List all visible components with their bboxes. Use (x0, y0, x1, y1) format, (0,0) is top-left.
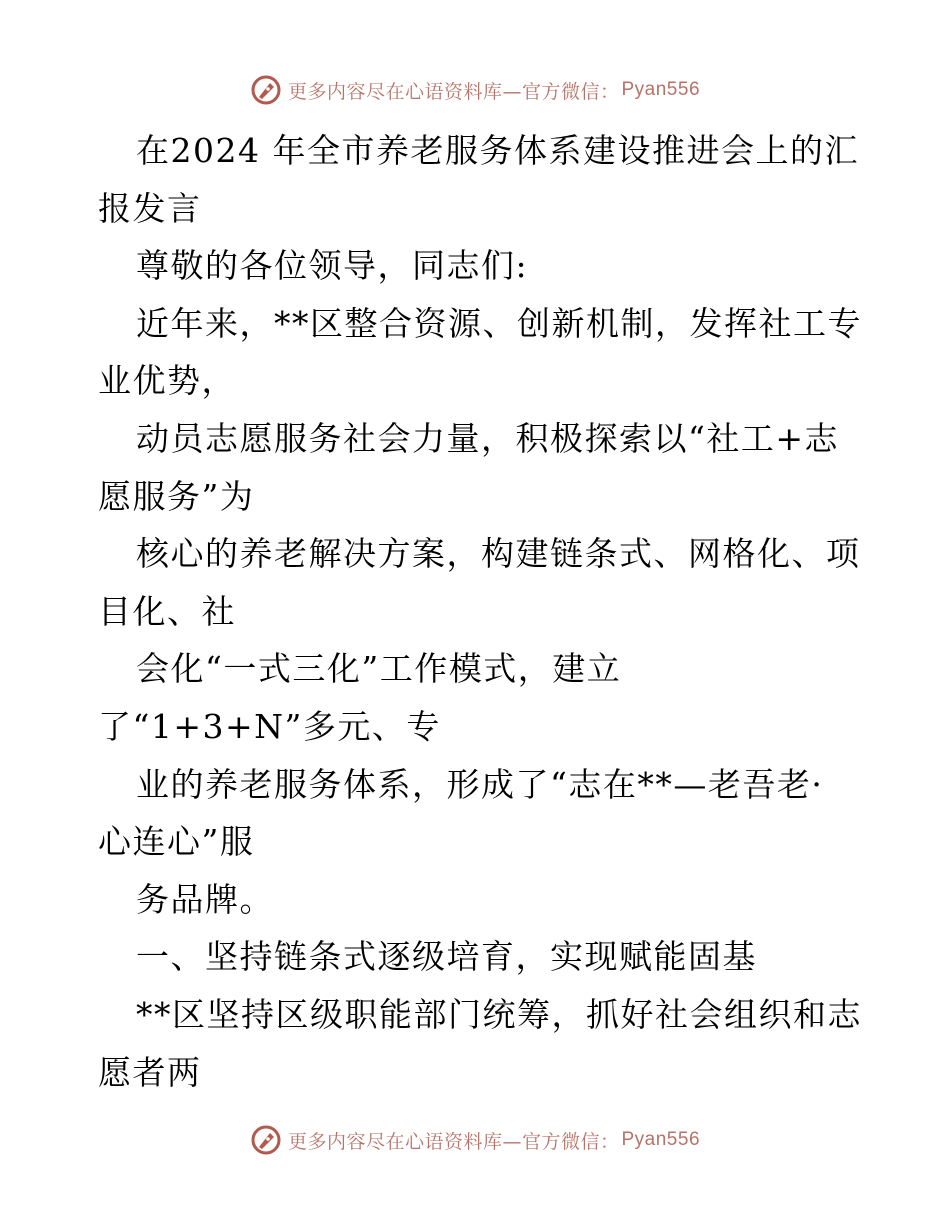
doc-section-heading: 一、坚持链条式逐级培育，实现赋能固基 (136, 937, 757, 977)
doc-paragraph-line: 愿者两 (98, 1052, 202, 1092)
doc-salutation: 尊敬的各位领导，同志们: (136, 246, 529, 286)
doc-paragraph-line: 心连心”服 (98, 822, 255, 862)
watermark-wechat-id: Pyan556 (621, 1129, 701, 1150)
doc-paragraph-line: 了“1+3+N”多元、专 (98, 706, 441, 746)
doc-paragraph-line: 目化、社 (98, 591, 236, 631)
doc-paragraph-line: 业优势， (98, 361, 236, 401)
doc-title-line-1: 在2024 年全市养老服务体系建设推进会上的汇 (136, 131, 859, 170)
doc-paragraph-line: 愿服务”为 (98, 476, 255, 516)
doc-title-line-2: 报发言 (98, 188, 202, 228)
doc-paragraph-line: **区坚持区级职能部门统筹，抓好社会组织和志 (136, 994, 862, 1034)
header-watermark (0, 70, 950, 110)
doc-paragraph-line: 近年来，**区整合资源、创新机制，发挥社工专 (136, 303, 862, 343)
watermark-text: 更多内容尽在心语资料库—官方微信： (287, 1130, 620, 1153)
footer-watermark (0, 1120, 950, 1160)
watermark-text: 更多内容尽在心语资料库—官方微信： (287, 80, 620, 103)
doc-paragraph-line: 务品牌。 (136, 879, 274, 919)
doc-paragraph-line: 业的养老服务体系，形成了“志在**—老吾老· (136, 764, 824, 804)
pen-nib-circle-logo-icon (250, 1124, 282, 1156)
doc-paragraph-line: 动员志愿服务社会力量，积极探索以“社工+志 (136, 418, 840, 458)
doc-paragraph-line: 核心的养老解决方案，构建链条式、网格化、项 (136, 534, 861, 574)
doc-paragraph-line: 会化“一式三化”工作模式，建立 (136, 649, 622, 689)
document-body (98, 122, 862, 1101)
watermark-wechat-id: Pyan556 (621, 79, 701, 100)
pen-nib-circle-logo-icon (250, 74, 282, 106)
